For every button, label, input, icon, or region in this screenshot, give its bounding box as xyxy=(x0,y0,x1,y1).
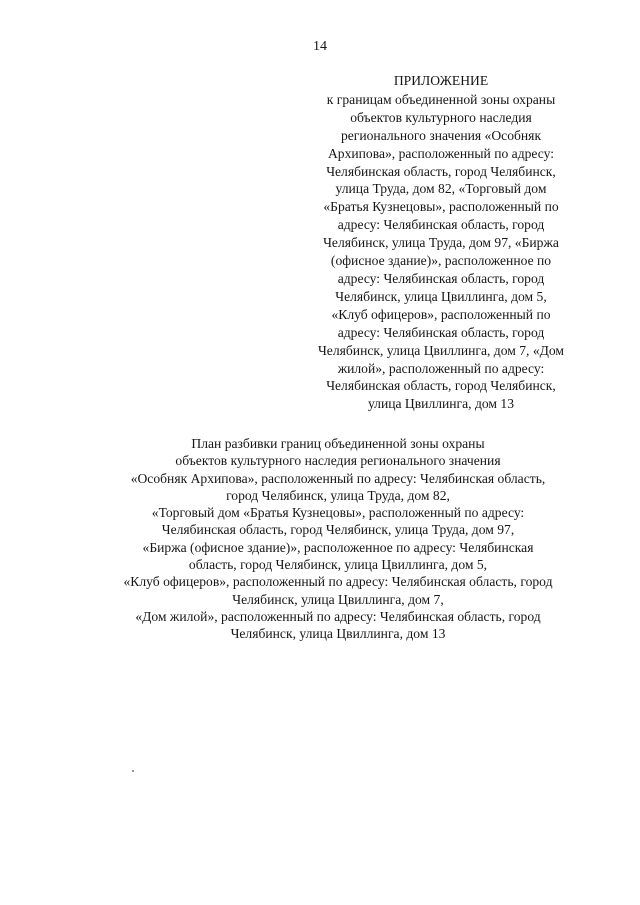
plan-title-line: «Особняк Архипова», расположенный по адресу: Челябинская область, xyxy=(130,470,546,486)
plan-title-line: область, город Челябинск, улица Цвиллинга, дом 5, xyxy=(188,557,488,573)
plan-title-line: город Челябинск, улица Труда, дом 82, xyxy=(226,487,450,503)
plan-title-line: «Клуб офицеров», расположенный по адресу: Челябинская область, город xyxy=(123,574,553,590)
appendix-line: Челябинск, улица Цвиллинга, дом 5, xyxy=(335,288,547,304)
appendix-line: адресу: Челябинская область, город xyxy=(337,270,545,286)
plan-title-line: Челябинск, улица Цвиллинга, дом 7, xyxy=(232,591,444,607)
plan-title-line: объектов культурного наследия регионального значения xyxy=(175,453,501,469)
appendix-heading: ПРИЛОЖЕНИЕ xyxy=(393,73,489,88)
appendix-line: адресу: Челябинская область, город xyxy=(337,324,545,340)
appendix-line: улица Труда, дом 82, «Торговый дом xyxy=(335,181,547,197)
page-number: 14 xyxy=(313,39,327,54)
appendix-line: Челябинск, улица Труда, дом 97, «Биржа xyxy=(323,235,559,251)
appendix-line: Челябинская область, город Челябинск, xyxy=(326,378,556,394)
scan-speck xyxy=(132,770,134,772)
plan-title-block xyxy=(60,435,616,643)
plan-title-line: План разбивки границ объединенной зоны охраны xyxy=(191,436,485,451)
plan-title-line: «Дом жилой», расположенный по адресу: Челябинская область, город xyxy=(135,608,541,624)
appendix-line: Челябинская область, город Челябинск, xyxy=(326,163,556,179)
appendix-line: «Клуб офицеров», расположенный по xyxy=(331,306,551,322)
plan-title-line: «Торговый дом «Братья Кузнецовы», расположенный по адресу: xyxy=(151,505,525,521)
appendix-line: Архипова», расположенный по адресу: xyxy=(327,145,555,161)
appendix-line: улица Цвиллинга, дом 13 xyxy=(367,396,515,412)
appendix-line: жилой», расположенный по адресу: xyxy=(337,360,545,376)
appendix-line: к границам объединенной зоны охраны xyxy=(326,91,556,107)
plan-title-line: «Биржа (офисное здание)», расположенное по адресу: Челябинская xyxy=(142,539,534,555)
appendix-block xyxy=(298,72,584,413)
appendix-line: объектов культурного наследия xyxy=(350,109,532,125)
appendix-line: адресу: Челябинская область, город xyxy=(337,217,545,233)
plan-title-line: Челябинская область, город Челябинск, улица Труда, дом 97, xyxy=(161,522,515,538)
plan-title-line: Челябинск, улица Цвиллинга, дом 13 xyxy=(230,626,446,642)
appendix-line: регионального значения «Особняк xyxy=(340,127,542,143)
appendix-line: «Братья Кузнецовы», расположенный по xyxy=(323,199,559,215)
appendix-line: (офисное здание)», расположенное по xyxy=(330,253,552,269)
appendix-line: Челябинск, улица Цвиллинга, дом 7, «Дом xyxy=(317,342,565,358)
